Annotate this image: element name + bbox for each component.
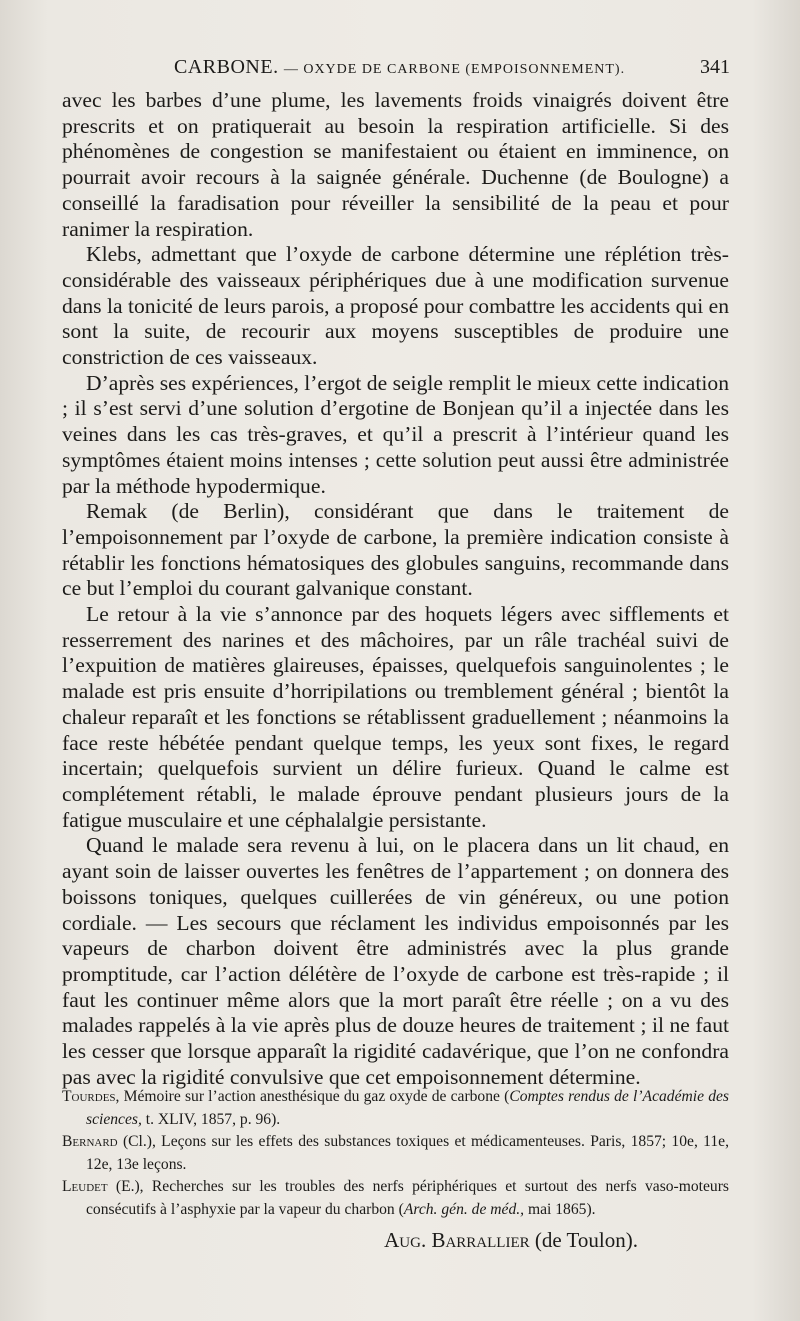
reference-journal: Comptes rendus de l’Académie des sciences,: [86, 1088, 729, 1128]
reference-item: [62, 1131, 729, 1176]
paragraph: Quand le malade sera revenu à lui, on le placera dans un lit chaud, en ayant soin de laisser ouvertes les fenêtres de l’appartement ; on donnera des boissons toniques, quelques cuillerées de vin généreux, ou une potion cordiale. — Les secours que réclament les individus empoisonnés par les vapeurs de charbon doivent être administrés avec la plus grande promptitude, car l’action délétère de l’oxyde de carbone est très-rapide ; il faut les continuer même alors que la mort paraît être réelle ; on a vu des malades rappelés à la vie après plus de douze heures de traitement ; il ne faut les cesser que lorsque apparaît la rigidité cadavérique, que l’on ne confondra pas avec la rigidité convulsive que cet empoisonnement détermine.: [62, 833, 729, 1089]
reference-text: (Cl.), Leçons sur les effets des substances toxiques et médicamenteuses. Paris, 1857; 10e, 11e, 12e, 13e leçons.: [86, 1133, 729, 1173]
reference-text: (E.), Recherches sur les troubles des nerfs périphériques et surtout des nerfs vaso-moteurs consécutifs à l’asphyxie par la vapeur du charbon (: [86, 1178, 729, 1218]
running-head-title: CARBONE.: [174, 56, 279, 78]
running-head: [62, 56, 730, 86]
author-signature: [384, 1228, 638, 1253]
reference-item: [62, 1086, 729, 1131]
body-text: [62, 88, 729, 1090]
signature-initial: Aug.: [384, 1228, 427, 1252]
signature-name: Barrallier: [431, 1228, 530, 1252]
reference-author: Bernard: [62, 1133, 118, 1151]
reference-journal: Arch. gén. de méd.,: [403, 1200, 525, 1218]
reference-item: [62, 1176, 729, 1221]
reference-tail: mai 1865).: [524, 1200, 596, 1218]
reference-tail: t. XLIV, 1857, p. 96).: [141, 1110, 281, 1128]
paragraph: D’après ses expériences, l’ergot de seigle remplit le mieux cette indication ; il s’est servi d’une solution d’ergotine de Bonjean qu’il a injectée dans les veines dans les cas très-graves, et qu’il a prescrit à l’intérieur quand les symptômes étaient moins intenses ; cette solution peut aussi être administrée par la méthode hypodermique.: [62, 370, 729, 498]
running-head-subtitle: — OXYDE DE CARBONE (EMPOISONNEMENT).: [283, 62, 626, 77]
paragraph: Le retour à la vie s’annonce par des hoquets légers avec sifflements et resserrement des narines et des mâchoires, par un râle trachéal suivi de l’expuition de matières glaireuses, épaisses, quelquefois sanguinolentes ; le malade est pris ensuite d’horripilations ou tremblement général ; bientôt la chaleur reparaît et les fonctions se rétablissent graduellement ; néanmoins la face reste hébétée pendant quelque temps, les yeux sont fixes, le regard incertain; quelquefois survient un délire furieux. Quand le calme est complétement rétabli, le malade éprouve pendant plusieurs jours de la fatigue musculaire et une céphalalgie persistante.: [62, 602, 729, 832]
paragraph: Remak (de Berlin), considérant que dans le traitement de l’empoisonnement par l’oxyde de carbone, la première indication consiste à rétablir les fonctions hématosiques des globules sanguins, recommande dans ce but l’emploi du courant galvanique constant.: [62, 499, 729, 601]
running-head-title-group: [174, 56, 625, 79]
reference-text: Mémoire sur l’action anesthésique du gaz oxyde de carbone (: [119, 1088, 510, 1105]
reference-author: Tourdes,: [62, 1088, 120, 1105]
bibliography: [62, 1086, 729, 1222]
signature-place: (de Toulon).: [534, 1228, 638, 1252]
reference-author: Leudet: [62, 1178, 108, 1196]
paragraph: avec les barbes d’une plume, les lavements froids vinaigrés doivent être prescrits et on pratiquerait au besoin la respiration artificielle. Si des phénomènes de congestion se manifestaient ou étaient en imminence, on pourrait avoir recours à la saignée générale. Duchenne (de Boulogne) a conseillé la faradisation pour réveiller la sensibilité de la peau et pour ranimer la respiration.: [62, 88, 729, 241]
page-number: 341: [700, 56, 730, 78]
paragraph: Klebs, admettant que l’oxyde de carbone détermine une réplétion très-considérable des vaisseaux périphériques due à une modification survenue dans la tonicité de leurs parois, a proposé pour combattre les accidents qui en sont la suite, de recourir aux moyens susceptibles de produire une constriction de ces vaisseaux.: [62, 242, 729, 370]
